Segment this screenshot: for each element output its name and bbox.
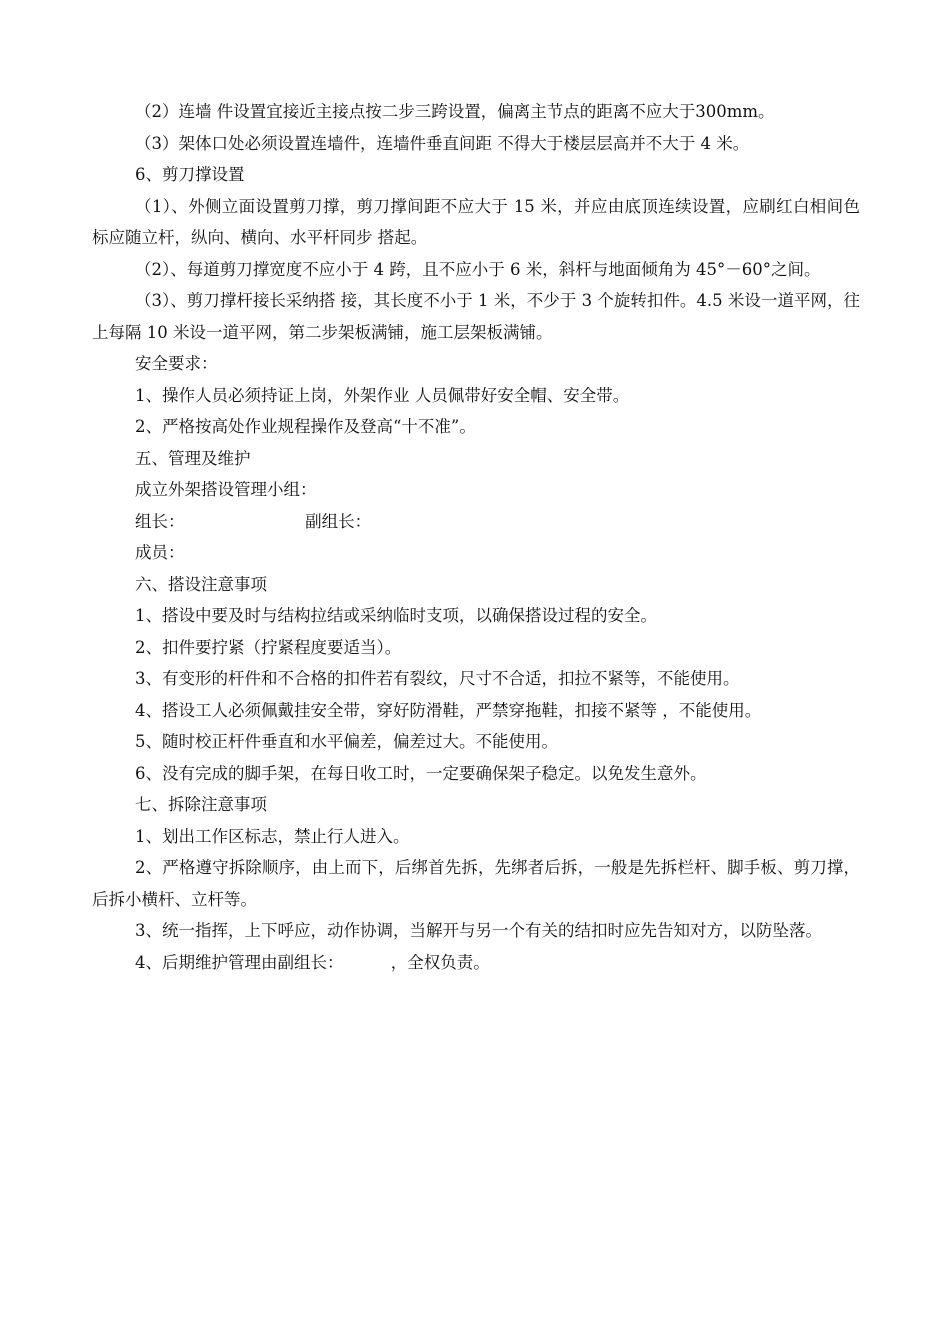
paragraph-wall-tie-spacing: （2）连墙 件设置宜接近主接点按二步三跨设置，偏离主节点的距离不应大于300mm。 [135, 102, 775, 121]
paragraph-dismantling-1: 1、划出工作区标志，禁止行人进入。 [135, 826, 410, 846]
paragraph-group-members: 成员： [135, 543, 185, 562]
paragraph-dismantling-3: 3、统一指挥，上下呼应，动作协调，当解开与另一个有关的结扣时应先告知对方，以防坠落。 [135, 921, 822, 940]
heading-safety-requirements: 安全要求： [135, 354, 218, 373]
paragraph-wall-tie-opening: （3）架体口处必须设置连墙件，连墙件垂直间距 不得大于楼层层高并不大于 4 米。 [135, 133, 750, 153]
paragraph-dismantling-2: 2、严格遵守拆除顺序，由上而下，后绑首先拆，先绑者后拆，一般是先拆栏杆、脚手板、剪刀撑，后拆小横杆、立杆等。 [92, 858, 860, 909]
paragraph-erection-1: 1、搭设中要及时与结构拉结或采纳临时支项，以确保搭设过程的安全。 [135, 606, 657, 625]
paragraph-scissor-brace-3: （3）、剪刀撑杆接长采纳搭 接，其长度不小于 1 米，不少于 3 个旋转扣件。4.5 米设一道平网，往上每隔 10 米设一道平网，第二步架板满铺，施工层架板满铺。 [92, 291, 860, 342]
paragraph-safety-2: 2、严格按高处作业规程操作及登高“十不准”。 [135, 417, 476, 436]
document-page [92, 96, 860, 978]
paragraph-scissor-brace-2: （2）、每道剪刀撑宽度不应小于 4 跨，且不应小于 6 米，斜杆与地面倾角为 45°－60°之间。 [135, 259, 821, 279]
paragraph-management-group: 成立外架搭设管理小组： [135, 480, 317, 499]
heading-scissor-brace: 6、剪刀撑设置 [135, 165, 245, 184]
heading-management: 五、管理及维护 [135, 448, 251, 468]
paragraph-erection-3: 3、有变形的杆件和不合格的扣件若有裂纹，尺寸不合适，扣拉不紧等，不能使用。 [135, 669, 740, 688]
paragraph-erection-5: 5、随时校正杆件垂直和水平偏差，偏差过大。不能使用。 [135, 732, 558, 751]
paragraph-erection-6: 6、没有完成的脚手架，在每日收工时，一定要确保架子稳定。以免发生意外。 [135, 763, 707, 783]
paragraph-erection-4: 4、搭设工人必须佩戴挂安全带，穿好防滑鞋，严禁穿拖鞋，扣接不紧等 ，不能使用。 [135, 700, 762, 720]
paragraph-erection-2: 2、扣件要拧紧（拧紧程度要适当）。 [135, 637, 402, 657]
paragraph-scissor-brace-1: （1）、外侧立面设置剪刀撑，剪刀撑间距不应大于 15 米，并应由底顶连续设置，应刷红白相间色标应随立杆，纵向、横向、水平杆同步 搭起。 [92, 196, 860, 247]
paragraph-safety-1: 1、操作人员必须持证上岗，外架作业 人员佩带好安全帽、安全带。 [135, 385, 630, 405]
paragraph-group-leaders: 组长： 副组长： [135, 511, 372, 531]
heading-dismantling-notes: 七、拆除注意事项 [135, 795, 267, 814]
paragraph-dismantling-4: 4、后期维护管理由副组长： ，全权负责。 [135, 952, 490, 972]
heading-erection-notes: 六、搭设注意事项 [135, 574, 267, 594]
